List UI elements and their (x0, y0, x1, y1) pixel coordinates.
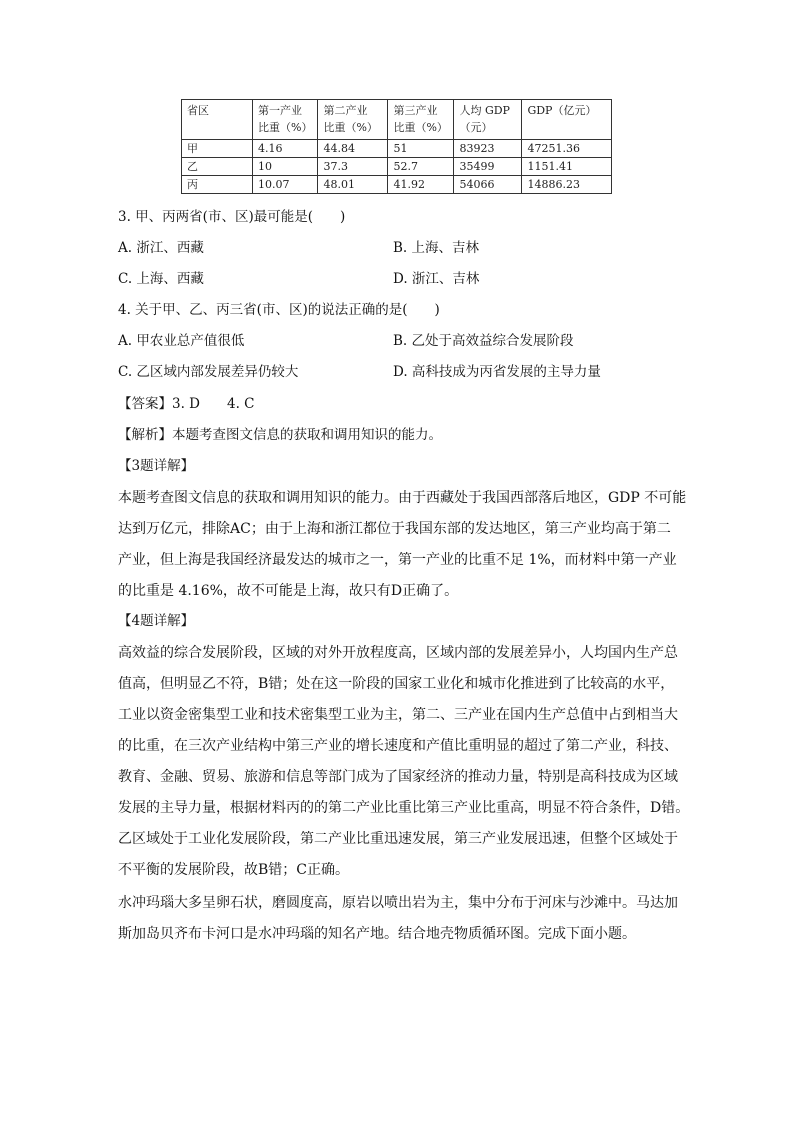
detail-4-paragraph (118, 638, 690, 886)
header-cell: 第三产业 比重（%） (388, 100, 454, 140)
question-3-option-c: C. 上海、西藏 (118, 271, 204, 287)
paragraph-line: 发展的主导力量，根据材料丙的的第二产业比重比第三产业比重高，明显不符合条件，D错。 (118, 800, 690, 816)
table-cell: 47251.36 (522, 140, 612, 158)
province-data-table (181, 99, 612, 194)
paragraph-line: 产业，但上海是我国经济最发达的城市之一，第一产业的比重不足 1%，而材料中第一产业 (118, 552, 677, 568)
table-cell: 10 (253, 158, 318, 176)
answer-line: 【答案】3. D 4. C (118, 396, 255, 412)
paragraph-line: 值高，但明显乙不符，B错；处在这一阶段的国家工业化和城市化推进到了比较高的水平， (118, 676, 675, 692)
header-cell: GDP（亿元） (522, 100, 612, 140)
paragraph-line: 本题考查图文信息的获取和调用知识的能力。由于西藏处于我国西部落后地区，GDP 不可能 (118, 490, 687, 506)
header-cell: 第一产业 比重（%） (253, 100, 318, 140)
intro-paragraph (118, 888, 680, 950)
table-cell: 37.3 (318, 158, 388, 176)
table-cell: 10.07 (253, 176, 318, 194)
table-cell: 44.84 (318, 140, 388, 158)
paragraph-line: 达到万亿元，排除AC；由于上海和浙江都位于我国东部的发达地区，第三产业均高于第二 (118, 521, 671, 537)
question-4-option-a: A. 甲农业总产值很低 (118, 333, 245, 349)
paragraph-line: 不平衡的发展阶段，故B错；C正确。 (118, 862, 349, 878)
header-cell: 第二产业 比重（%） (318, 100, 388, 140)
table-row (182, 140, 612, 158)
analysis-line: 【解析】本题考查图文信息的获取和调用知识的能力。 (118, 427, 442, 443)
table-cell: 1151.41 (522, 158, 612, 176)
table-row (182, 176, 612, 194)
table-cell: 41.92 (388, 176, 454, 194)
paragraph-line: 乙区域处于工业化发展阶段，第二产业比重迅速发展，第三产业发展迅速，但整个区域处于 (118, 831, 678, 847)
paragraph-line: 工业以资金密集型工业和技术密集型工业为主，第二、三产业在国内生产总值中占到相当大 (118, 707, 678, 723)
question-4-option-d: D. 高科技成为丙省发展的主导力量 (393, 364, 601, 380)
table-header-row (182, 100, 612, 140)
question-3-option-b: B. 上海、吉林 (393, 240, 480, 256)
paragraph-line: 的比重，在三次产业结构中第三产业的增长速度和产值比重明显的超过了第二产业，科技、 (118, 738, 678, 754)
table-cell: 甲 (182, 140, 253, 158)
paragraph-line: 的比重是 4.16%，故不可能是上海，故只有D正确了。 (118, 583, 459, 599)
table-cell: 83923 (454, 140, 522, 158)
paragraph-line: 教育、金融、贸易、旅游和信息等部门成为了国家经济的推动力量，特别是高科技成为区域 (118, 769, 678, 785)
table-cell: 35499 (454, 158, 522, 176)
question-3-stem: 3. 甲、丙两省(市、区)最可能是( ) (118, 209, 346, 225)
detail-3-paragraph (118, 483, 687, 607)
paragraph-line: 斯加岛贝齐布卡河口是水冲玛瑙的知名产地。结合地壳物质循环图。完成下面小题。 (118, 926, 636, 942)
table-cell: 丙 (182, 176, 253, 194)
table-cell: 51 (388, 140, 454, 158)
question-4-stem: 4. 关于甲、乙、丙三省(市、区)的说法正确的是( ) (118, 302, 440, 318)
question-4-option-c: C. 乙区域内部发展差异仍较大 (118, 364, 299, 380)
paragraph-line: 水冲玛瑙大多呈卵石状，磨圆度高，原岩以喷出岩为主，集中分布于河床与沙滩中。马达加 (118, 895, 678, 911)
table-cell: 4.16 (253, 140, 318, 158)
header-cell: 人均 GDP （元） (454, 100, 522, 140)
question-3-option-d: D. 浙江、吉林 (393, 271, 480, 287)
detail-4-heading: 【4题详解】 (118, 613, 195, 629)
header-cell: 省区 (182, 100, 253, 140)
table-row (182, 158, 612, 176)
table-cell: 14886.23 (522, 176, 612, 194)
question-4-option-b: B. 乙处于高效益综合发展阶段 (393, 333, 574, 349)
table-cell: 48.01 (318, 176, 388, 194)
paragraph-line: 高效益的综合发展阶段，区域的对外开放程度高，区域内部的发展差异小，人均国内生产总 (118, 645, 678, 661)
table-cell: 乙 (182, 158, 253, 176)
question-3-option-a: A. 浙江、西藏 (118, 240, 204, 256)
table-cell: 54066 (454, 176, 522, 194)
table-cell: 52.7 (388, 158, 454, 176)
detail-3-heading: 【3题详解】 (118, 458, 195, 474)
